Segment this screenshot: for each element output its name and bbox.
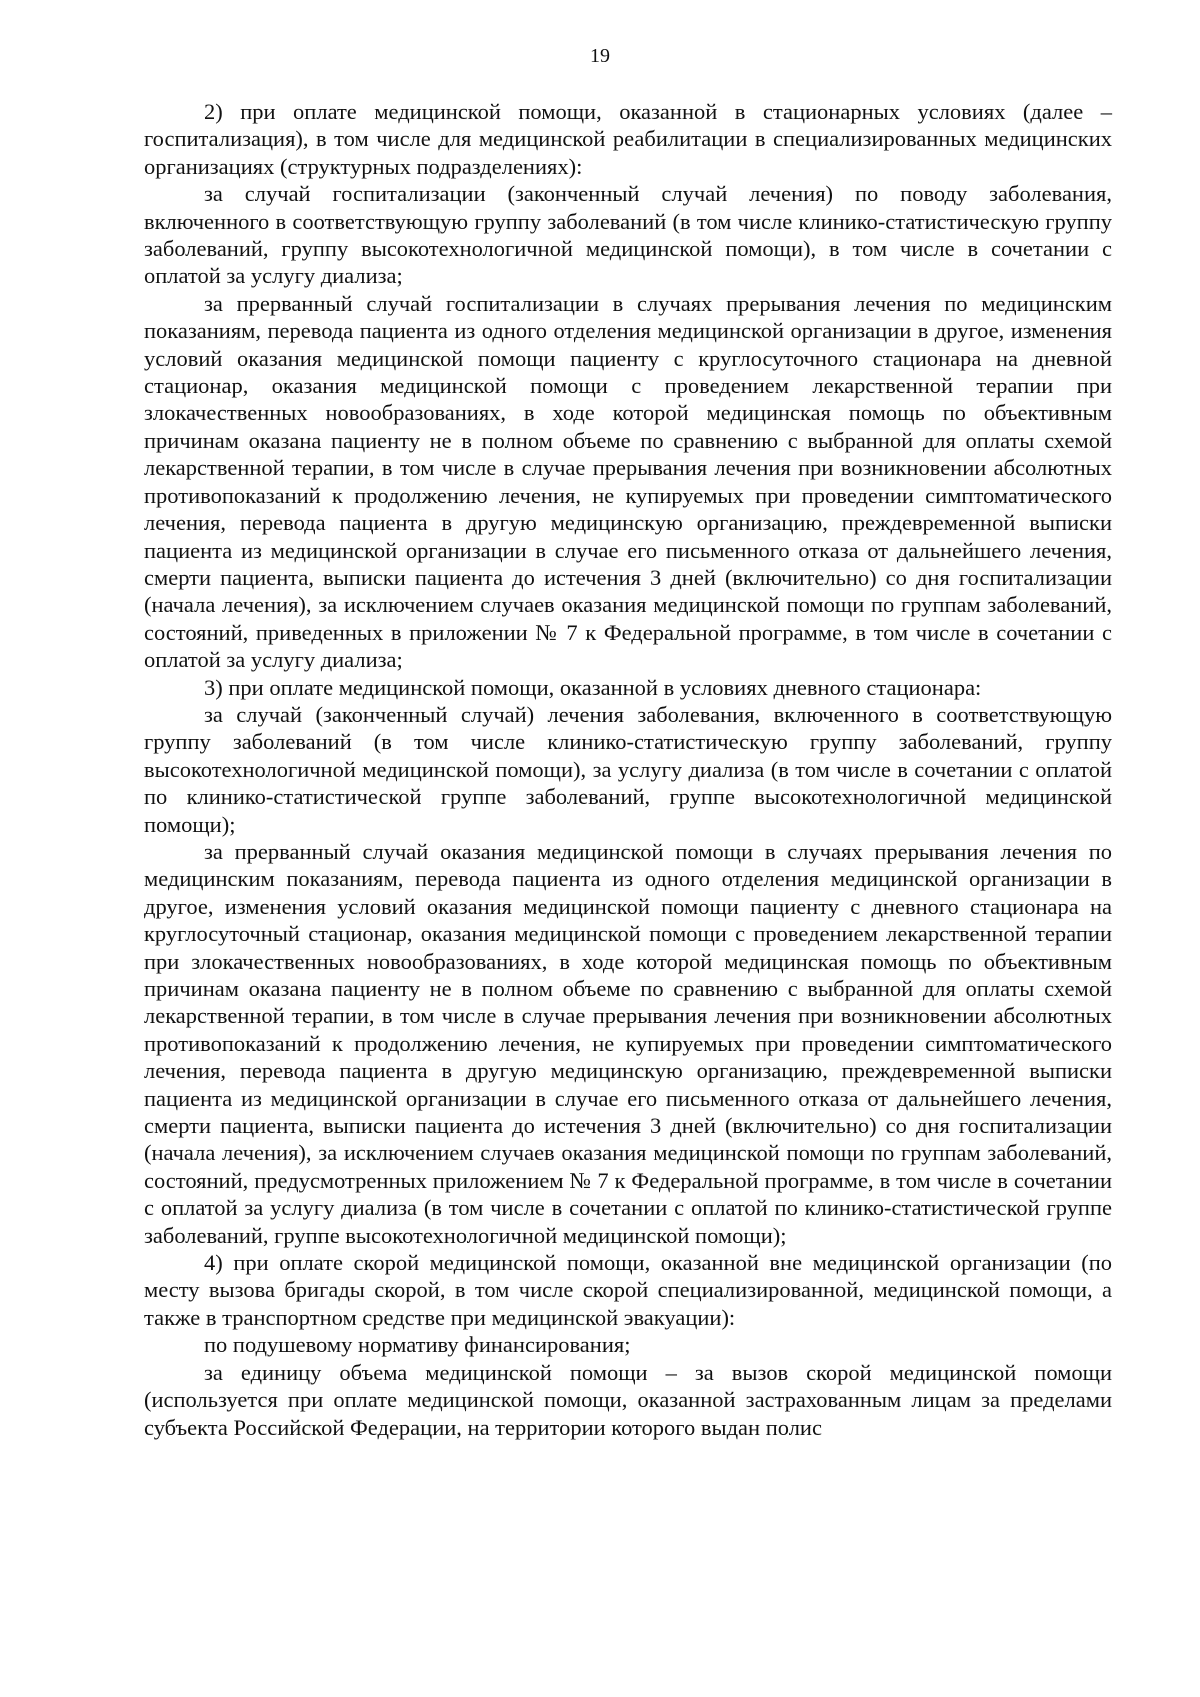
paragraph-per-capita-norm: по подушевому нормативу финансирования; — [204, 1332, 631, 1358]
paragraph-per-unit-volume: за единицу объема медицинской помощи – за вызов скорой медицинской помощи (используется при оплате медицинской помощи, оказанной застрахованным лицам за пределами субъекта Российской Федерации, на территории которого выдан полис — [144, 1359, 1112, 1440]
paragraph-completed-day-case: за случай (законченный случай) лечения заболевания, включенного в соответствующую группу заболеваний (в том числе клинико-статистическую группу заболеваний, группу высокотехнологичной медицинской помощи), за услугу диализа (в том числе в сочетании с оплатой по клинико-статистической группе заболеваний, группе высокотехнологичной медицинской помощи); — [144, 701, 1112, 837]
paragraph-item-3-day-hospital: 3) при оплате медицинской помощи, оказанной в условиях дневного стационара: — [204, 674, 982, 700]
paragraph-item-4-emergency: 4) при оплате скорой медицинской помощи, оказанной вне медицинской организации (по месту вызова бригады скорой, в том числе скорой специализированной, медицинской помощи, а также в транспортном средстве при медицинской эвакуации): — [144, 1250, 1112, 1330]
document-body — [144, 98, 1112, 1441]
paragraph-interrupted-hospitalization: за прерванный случай госпитализации в случаях прерывания лечения по медицинским показаниям, перевода пациента из одного отделения медицинской организации в другое, изменения условий оказания медицинской помощи пациенту с круглосуточного стационара на дневной стационар, оказания медицинской помощи с проведением лекарственной терапии при злокачественных новообразованиях, в ходе которой медицинская помощь по объективным причинам оказана пациенту не в полном объеме по сравнению с выбранной для оплаты схемой лекарственной терапии, в том числе в случае прерывания лечения при возникновении абсолютных противопоказаний к продолжению лечения, не купируемых при проведении симптоматического лечения, перевода пациента в другую медицинскую организацию, преждевременной выписки пациента из медицинской организации в случае его письменного отказа от дальнейшего лечения, смерти пациента, выписки пациента до истечения 3 дней (включительно) со дня госпитализации (начала лечения), за исключением случаев оказания медицинской помощи по группам заболеваний, состояний, приведенных в приложении № 7 к Федеральной программе, в том числе в сочетании с оплатой за услугу диализа; — [144, 290, 1112, 673]
paragraph-interrupted-day-case: за прерванный случай оказания медицинской помощи в случаях прерывания лечения по медицинским показаниям, перевода пациента из одного отделения медицинской организации в другое, изменения условий оказания медицинской помощи пациенту с дневного стационара на круглосуточный стационар, оказания медицинской помощи с проведением лекарственной терапии при злокачественных новообразованиях, в ходе которой медицинская помощь по объективным причинам оказана пациенту не в полном объеме по сравнению с выбранной для оплаты схемой лекарственной терапии, в том числе в случае прерывания лечения при возникновении абсолютных противопоказаний к продолжению лечения, не купируемых при проведении симптоматического лечения, перевода пациента в другую медицинскую организацию, преждевременной выписки пациента из медицинской организации в случае его письменного отказа от дальнейшего лечения, смерти пациента, выписки пациента до истечения 3 дней (включительно) со дня госпитализации (начала лечения), за исключением случаев оказания медицинской помощи по группам заболеваний, состояний, предусмотренных приложением № 7 к Федеральной программе, в том числе в сочетании с оплатой за услугу диализа (в том числе в сочетании с оплатой по клинико-статистической группе заболеваний, группе высокотехнологичной медицинской помощи); — [144, 838, 1112, 1248]
paragraph-item-2-inpatient: 2) при оплате медицинской помощи, оказанной в стационарных условиях (далее – госпитализация), в том числе для медицинской реабилитации в специализированных медицинских организациях (структурных подразделениях): — [144, 99, 1112, 179]
paragraph-completed-hospitalization: за случай госпитализации (законченный случай лечения) по поводу заболевания, включенного в соответствующую группу заболеваний (в том числе клинико-статистическую группу заболеваний, группу высокотехнологичной медицинской помощи), в том числе в сочетании с оплатой за услугу диализа; — [144, 181, 1112, 289]
page-number: 19 — [590, 45, 610, 67]
